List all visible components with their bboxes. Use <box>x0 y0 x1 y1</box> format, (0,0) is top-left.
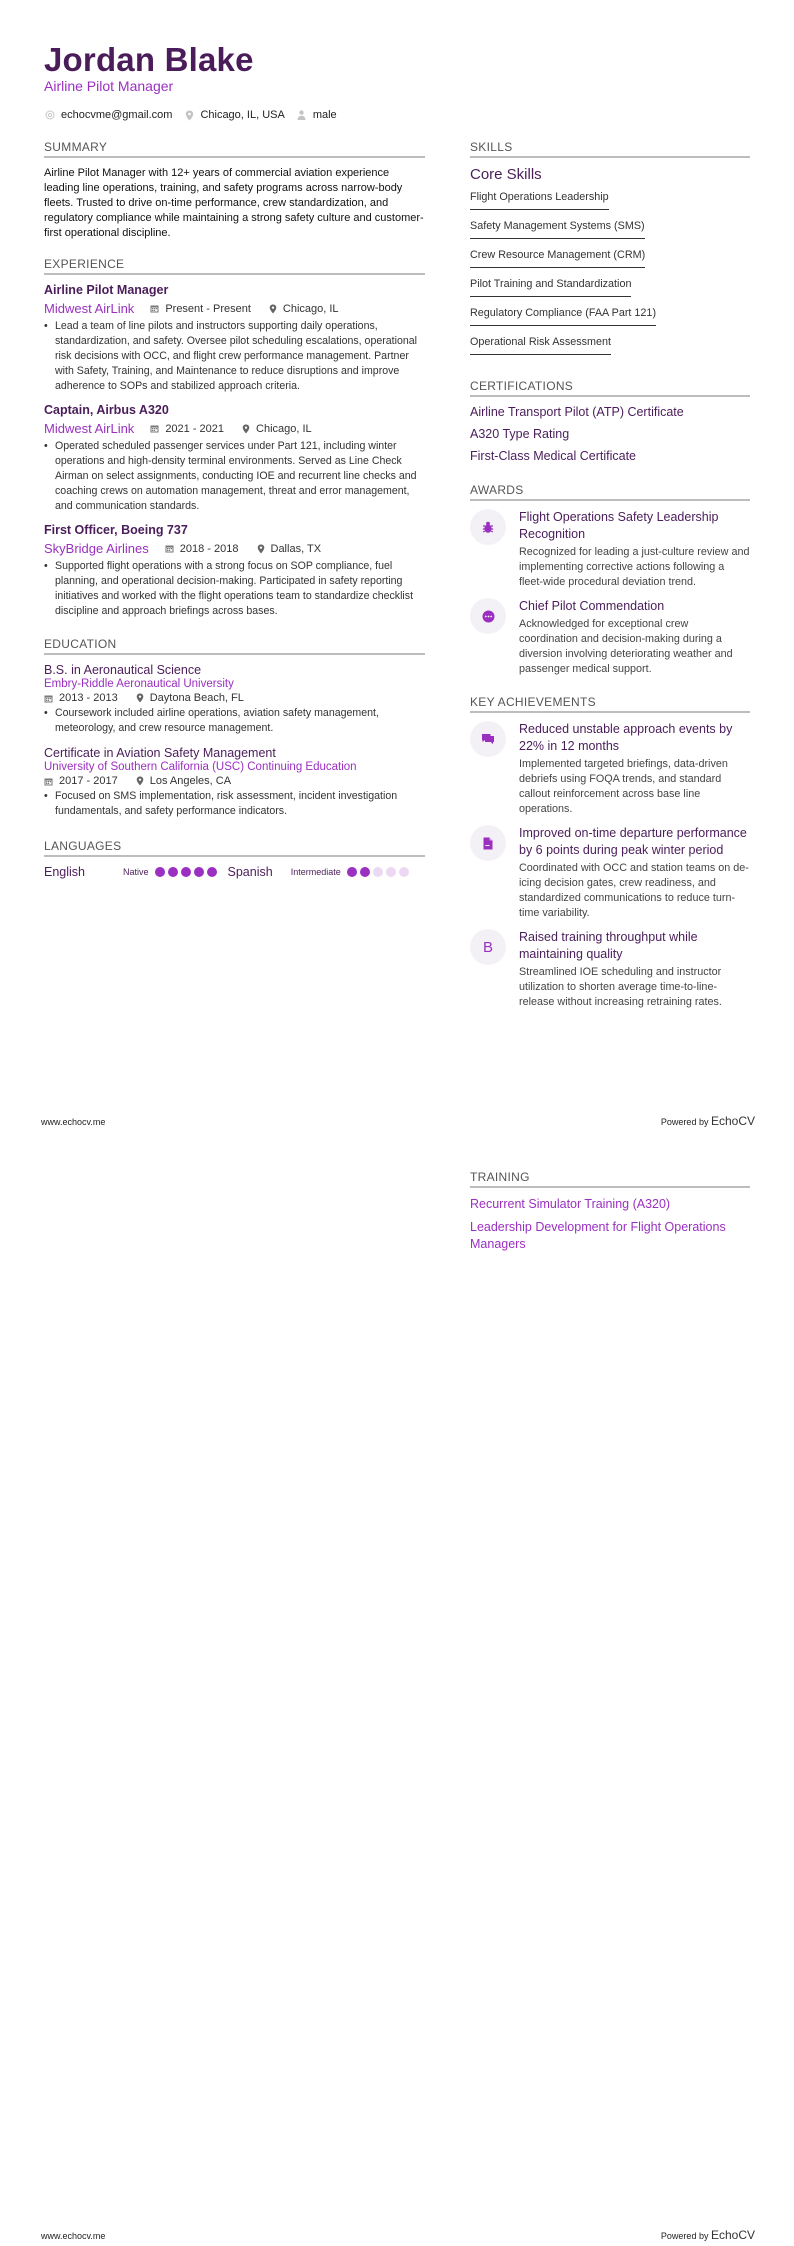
skill-item: Pilot Training and Standardization <box>470 278 631 297</box>
contact-gender-text: male <box>312 109 337 121</box>
experience-section <box>44 257 425 619</box>
experience-heading: EXPERIENCE <box>44 257 425 275</box>
edu-location <box>136 775 231 787</box>
edu-dates <box>44 775 118 787</box>
location-pin-icon <box>184 110 194 120</box>
skill-item: Regulatory Compliance (FAA Part 121) <box>470 307 656 326</box>
job-bullet-text: Operated scheduled passenger services under Part 121, including winter operations and high-density terminal environments. Served as Line Check Airman on select assignments, conducting IOE and recurrent line checks and coaching crews on automation management, threat and error management, and communication standards. <box>55 440 417 512</box>
rating-dot-filled <box>168 867 178 877</box>
bug-icon <box>470 509 506 545</box>
language-rating <box>155 867 220 877</box>
edu-meta <box>44 775 425 787</box>
edu-meta <box>44 692 425 704</box>
rating-dot-empty <box>373 867 383 877</box>
location-pin-icon <box>136 693 144 703</box>
achievement-desc: Implemented targeted briefings, data-driven debriefs using FOQA trends, and standard callout reinforcement across base line operations. <box>519 758 728 815</box>
skill-item: Safety Management Systems (SMS) <box>470 220 645 239</box>
edu-bullet: • Focused on SMS implementation, risk assessment, incident investigation fundamentals, and safety performance indicators. <box>44 789 425 819</box>
awards-heading: AWARDS <box>470 483 750 501</box>
calendar-icon <box>150 304 159 313</box>
certifications-section <box>470 379 750 463</box>
education-section <box>44 637 425 819</box>
summary-text: Airline Pilot Manager with 12+ years of commercial aviation experience leading line operations, training, and safety programs across narrow-body fleets. Trusted to drive on-time performance, crew standardization, and regulatory compliance while maintaining a strong safety culture and customer-first operational discipline. <box>44 167 424 239</box>
location-pin-icon <box>136 776 144 786</box>
achievements-heading: KEY ACHIEVEMENTS <box>470 695 750 713</box>
powered-by-text: Powered by <box>660 1117 709 1127</box>
job-dates <box>150 423 224 435</box>
edu-dates-text: 2013 - 2013 <box>59 692 118 704</box>
job-location-text: Chicago, IL <box>282 302 339 315</box>
achievement-title: Reduced unstable approach events by 22% in 12 months <box>519 722 733 753</box>
page-footer <box>41 2228 755 2242</box>
contact-location-text: Chicago, IL, USA <box>200 109 285 121</box>
chat-bubbles-icon <box>470 721 506 757</box>
document-icon <box>470 825 506 861</box>
edu-dates-text: 2017 - 2017 <box>59 775 118 787</box>
achievement-item <box>470 721 750 817</box>
job-meta <box>44 541 425 556</box>
training-item: Leadership Development for Flight Operations Managers <box>470 1220 726 1251</box>
training-section <box>470 1170 750 1259</box>
job-title: Captain, Airbus A320 <box>44 403 169 417</box>
at-icon <box>45 110 55 120</box>
person-icon <box>297 110 307 120</box>
edu-bullet-text: Coursework included airline operations, aviation safety management, meteorology, and crew resource management. <box>55 707 379 734</box>
job-location <box>257 543 322 555</box>
more-dots-icon <box>470 598 506 634</box>
candidate-title: Airline Pilot Manager <box>44 78 174 94</box>
skills-section <box>470 140 750 361</box>
language-level: Native <box>123 867 149 877</box>
skills-group-title: Core Skills <box>470 166 542 183</box>
education-item <box>44 663 425 736</box>
achievement-title: Improved on-time departure performance by 6 points during peak winter period <box>519 826 747 857</box>
rating-dot-filled <box>207 867 217 877</box>
job-dates-text: 2018 - 2018 <box>179 542 239 555</box>
experience-item <box>44 403 425 514</box>
edu-location <box>136 692 244 704</box>
rating-dot-filled <box>194 867 204 877</box>
footer-brand[interactable]: EchoCV <box>710 2228 755 2242</box>
page-footer <box>41 1114 755 1128</box>
edu-location-text: Los Angeles, CA <box>149 775 232 787</box>
edu-bullet-text: Focused on SMS implementation, risk assessment, incident investigation fundamentals, and safety performance indicators. <box>55 790 398 817</box>
award-title: Chief Pilot Commendation <box>519 599 665 613</box>
certifications-heading: CERTIFICATIONS <box>470 379 750 397</box>
candidate-name: Jordan Blake <box>44 41 254 78</box>
skills-heading: SKILLS <box>470 140 750 158</box>
job-bullet-text: Lead a team of line pilots and instructors supporting daily operations, standardization, and safety. Oversee pilot scheduling escalations, operational risk decisions with OCC, and flight crew performance management. Partner with Safety, Training, and Maintenance to reduce disruptions and improve adherence to SOPs and stabilized approach criteria. <box>55 320 417 392</box>
job-location-text: Chicago, IL <box>256 422 312 435</box>
languages-section <box>44 839 425 879</box>
left-column <box>44 140 425 897</box>
calendar-icon <box>165 544 174 553</box>
contact-email-text: echocvme@gmail.com <box>61 109 173 121</box>
job-dates-text: Present - Present <box>165 302 251 315</box>
award-item <box>470 598 750 677</box>
award-desc: Recognized for leading a just-culture review and implementing corrective actions following a fleet-wide procedural deviation trend. <box>519 546 750 588</box>
contact-bar <box>45 109 349 121</box>
rating-dot-filled <box>347 867 357 877</box>
edu-dates <box>44 692 118 704</box>
skill-item: Flight Operations Leadership <box>470 191 609 210</box>
training-heading: TRAINING <box>470 1170 750 1188</box>
languages-row <box>44 865 425 879</box>
certification-item: A320 Type Rating <box>470 427 570 441</box>
edu-degree: Certificate in Aviation Safety Management <box>44 746 276 760</box>
skill-item: Crew Resource Management (CRM) <box>470 249 645 268</box>
summary-heading: SUMMARY <box>44 140 425 158</box>
job-bullet: • Operated scheduled passenger services under Part 121, including winter operations and high-density terminal environments. Served as Line Check Airman on select assignments, conducting IOE and recurrent line checks and coaching crews on automation management, threat and error management, and communication standards. <box>44 439 425 514</box>
edu-school: Embry-Riddle Aeronautical University <box>44 678 234 690</box>
achievement-item <box>470 929 750 1010</box>
summary-section <box>44 140 425 241</box>
job-company: SkyBridge Airlines <box>44 541 149 556</box>
contact-location <box>184 109 284 121</box>
job-meta <box>44 421 425 436</box>
job-dates <box>150 303 251 315</box>
job-location-text: Dallas, TX <box>270 542 322 555</box>
footer-powered <box>661 1114 755 1128</box>
edu-school: University of Southern California (USC) Continuing Education <box>44 761 357 773</box>
language-name: Spanish <box>227 865 273 879</box>
location-pin-icon <box>269 304 277 314</box>
rating-dot-empty <box>399 867 409 877</box>
calendar-icon <box>150 424 159 433</box>
job-title: First Officer, Boeing 737 <box>44 523 188 537</box>
edu-degree: B.S. in Aeronautical Science <box>44 663 202 677</box>
awards-section <box>470 483 750 677</box>
right-column <box>470 140 750 1028</box>
language-level: Intermediate <box>290 867 341 877</box>
award-desc: Acknowledged for exceptional crew coordination and decision-making during a diversion involving deteriorating weather and passenger medical support. <box>519 618 733 675</box>
rating-dot-filled <box>360 867 370 877</box>
job-company: Midwest AirLink <box>44 421 135 436</box>
job-meta <box>44 301 425 316</box>
calendar-icon <box>44 694 53 703</box>
edu-location-text: Daytona Beach, FL <box>149 692 244 704</box>
certification-item: Airline Transport Pilot (ATP) Certificate <box>470 405 684 419</box>
language-rating <box>347 867 412 877</box>
job-bullet: • Supported flight operations with a strong focus on SOP compliance, fuel planning, and operational decision-making. Participated in safety reporting initiatives and worked with the flight operations team to standardize checklist discipline and approach briefings across bases. <box>44 559 425 619</box>
achievement-title: Raised training throughput while maintaining quality <box>519 930 698 961</box>
languages-heading: LANGUAGES <box>44 839 425 857</box>
location-pin-icon <box>257 544 265 554</box>
certification-item: First-Class Medical Certificate <box>470 449 637 463</box>
achievement-desc: Streamlined IOE scheduling and instructor utilization to shorten average time-to-line-release without increasing retraining rates. <box>519 966 722 1008</box>
job-title: Airline Pilot Manager <box>44 283 169 297</box>
job-company: Midwest AirLink <box>44 301 135 316</box>
education-item <box>44 746 425 819</box>
rating-dot-filled <box>155 867 165 877</box>
footer-powered <box>661 2228 755 2242</box>
job-dates <box>165 543 239 555</box>
achievement-item <box>470 825 750 921</box>
achievements-section <box>470 695 750 1010</box>
contact-email[interactable] <box>45 109 172 121</box>
job-location <box>269 303 339 315</box>
rating-dot-filled <box>181 867 191 877</box>
footer-url[interactable]: www.echocv.me <box>41 2231 106 2241</box>
achievement-desc: Coordinated with OCC and station teams on de-icing decision gates, crew readiness, and standardized communications to reduce turn-time variability. <box>519 862 749 919</box>
footer-brand[interactable]: EchoCV <box>710 1114 755 1128</box>
job-dates-text: 2021 - 2021 <box>165 422 225 435</box>
experience-item <box>44 283 425 394</box>
powered-by-text: Powered by <box>660 2231 709 2241</box>
calendar-icon <box>44 777 53 786</box>
education-heading: EDUCATION <box>44 637 425 655</box>
skill-item: Operational Risk Assessment <box>470 336 611 355</box>
job-location <box>242 423 312 435</box>
experience-item <box>44 523 425 619</box>
award-title: Flight Operations Safety Leadership Recognition <box>519 510 719 541</box>
footer-url[interactable]: www.echocv.me <box>41 1117 106 1127</box>
job-bullet-text: Supported flight operations with a strong focus on SOP compliance, fuel planning, and operational decision-making. Participated in safety reporting initiatives and worked with the flight operations team to standardize checklist discipline and approach briefings across bases. <box>55 560 414 617</box>
award-item <box>470 509 750 590</box>
letter-b-icon: B <box>470 929 506 965</box>
rating-dot-empty <box>386 867 396 877</box>
training-item: Recurrent Simulator Training (A320) <box>470 1197 671 1211</box>
edu-bullet: • Coursework included airline operations, aviation safety management, meteorology, and crew resource management. <box>44 706 425 736</box>
location-pin-icon <box>242 424 250 434</box>
contact-gender <box>297 109 337 121</box>
language-name: English <box>44 865 85 879</box>
job-bullet: • Lead a team of line pilots and instructors supporting daily operations, standardization, and safety. Oversee pilot scheduling escalations, operational risk decisions with OCC, and flight crew performance management. Partner with Safety, Training, and Maintenance to reduce disruptions and improve adherence to SOPs and stabilized approach criteria. <box>44 319 425 394</box>
